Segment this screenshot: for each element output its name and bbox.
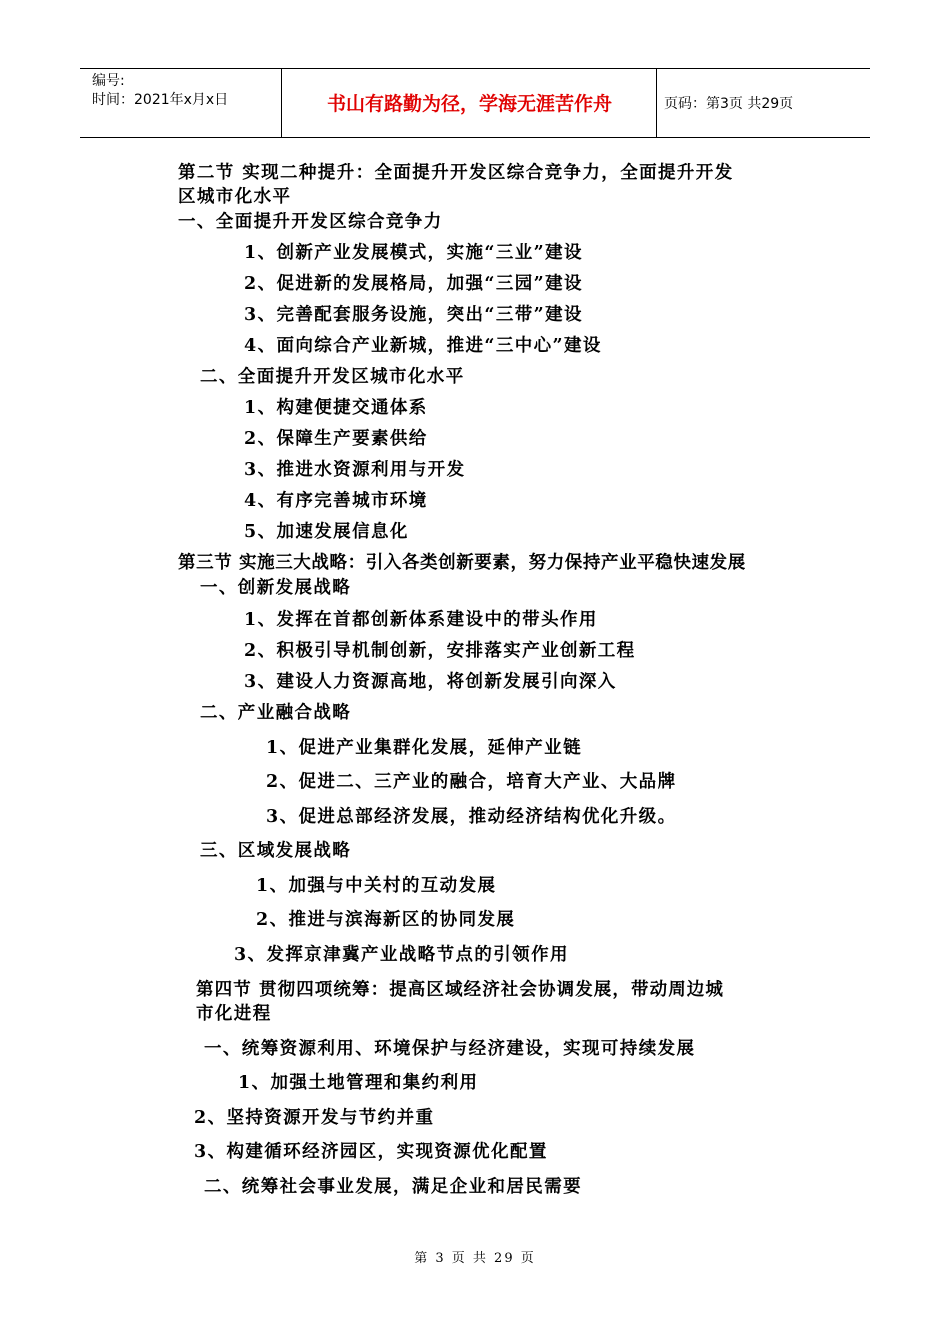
list-item: 5、加速发展信息化 bbox=[244, 522, 409, 542]
subsection-heading: 二、产业融合战略 bbox=[200, 703, 352, 723]
list-item: 2、促进新的发展格局，加强“三园”建设 bbox=[244, 274, 583, 294]
list-item: 2、促进二、三产业的融合，培育大产业、大品牌 bbox=[266, 772, 677, 792]
subsection-heading: 二、全面提升开发区城市化水平 bbox=[200, 367, 465, 387]
header-page-info: 页码：第3页 共29页 bbox=[664, 96, 794, 112]
list-item: 2、保障生产要素供给 bbox=[244, 429, 428, 449]
header-divider-right bbox=[656, 69, 657, 137]
header-meta bbox=[92, 72, 228, 110]
section-heading: 第四节 贯彻四项统筹：提高区域经济社会协调发展，带动周边城 bbox=[196, 980, 724, 1000]
list-item: 3、完善配套服务设施，突出“三带”建设 bbox=[244, 305, 583, 325]
list-item: 1、发挥在首都创新体系建设中的带头作用 bbox=[244, 610, 598, 630]
list-item: 4、有序完善城市环境 bbox=[244, 491, 428, 511]
section-heading-continued: 市化进程 bbox=[196, 1004, 272, 1024]
list-item: 1、构建便捷交通体系 bbox=[244, 398, 428, 418]
section-heading: 第三节 实施三大战略：引入各类创新要素，努力保持产业平稳快速发展 bbox=[178, 553, 746, 573]
list-item: 3、构建循环经济园区，实现资源优化配置 bbox=[194, 1142, 548, 1162]
list-item: 3、促进总部经济发展，推动经济结构优化升级。 bbox=[266, 807, 677, 827]
subsection-heading: 一、创新发展战略 bbox=[200, 578, 352, 598]
list-item: 3、推进水资源利用与开发 bbox=[244, 460, 466, 480]
subsection-heading: 一、全面提升开发区综合竞争力 bbox=[178, 212, 443, 232]
subsection-heading: 三、区域发展战略 bbox=[200, 841, 352, 861]
list-item: 3、发挥京津冀产业战略节点的引领作用 bbox=[234, 945, 569, 965]
subsection-heading: 一、统筹资源利用、环境保护与经济建设，实现可持续发展 bbox=[204, 1039, 696, 1059]
list-item: 2、推进与滨海新区的协同发展 bbox=[256, 910, 516, 930]
list-item: 3、建设人力资源高地，将创新发展引向深入 bbox=[244, 672, 617, 692]
list-item: 1、加强土地管理和集约利用 bbox=[238, 1073, 479, 1093]
page-header bbox=[80, 68, 870, 138]
list-item: 4、面向综合产业新城，推进“三中心”建设 bbox=[244, 336, 602, 356]
section-heading: 第二节 实现二种提升：全面提升开发区综合竞争力，全面提升开发 bbox=[178, 163, 734, 183]
document-time-label: 时间：2021年x月x日 bbox=[92, 92, 229, 108]
header-slogan: 书山有路勤为径，学海无涯苦作舟 bbox=[326, 93, 612, 115]
section-heading-continued: 区城市化水平 bbox=[178, 187, 292, 207]
list-item: 1、加强与中关村的互动发展 bbox=[256, 876, 497, 896]
page-footer: 第 3 页 共 29 页 bbox=[414, 1251, 536, 1266]
list-item: 2、坚持资源开发与节约并重 bbox=[194, 1108, 435, 1128]
list-item: 1、促进产业集群化发展，延伸产业链 bbox=[266, 738, 582, 758]
document-code-label: 编号: bbox=[92, 73, 125, 89]
list-item: 1、创新产业发展模式，实施“三业”建设 bbox=[244, 243, 583, 263]
list-item: 2、积极引导机制创新，安排落实产业创新工程 bbox=[244, 641, 636, 661]
header-divider-left bbox=[281, 69, 282, 137]
subsection-heading: 二、统筹社会事业发展，满足企业和居民需要 bbox=[204, 1177, 582, 1197]
